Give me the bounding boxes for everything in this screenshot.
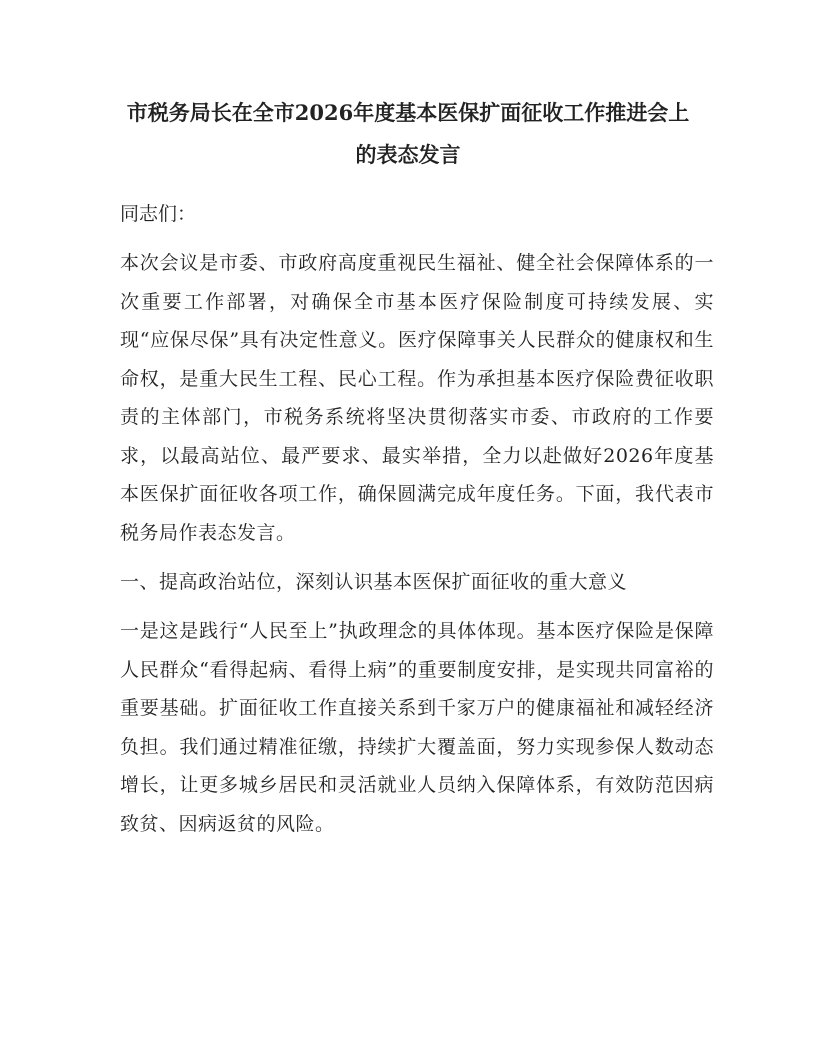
salutation: 同志们： <box>120 203 197 225</box>
paragraph-intro: 本次会议是市委、市政府高度重视民生福祉、健全社会保障体系的一次重要工作部署，对确保全市基本医疗保险制度可持续发展、实现“应保尽保”具有决定性意义。医疗保障事关人民群众的健康权和生命权，是重大民生工程、民心工程。作为承担基本医疗保险费征收职责的主体部门，市税务系统将坚决贯彻落实市委、市政府的工作要求，以最高站位、最严要求、最实举措，全力以赴做好2026年度基本医保扩面征收各项工作，确保圆满完成年度任务。下面，我代表市税务局作表态发言。 <box>120 252 714 544</box>
document-title-line-1: 市税务局长在全市2026年度基本医保扩面征收工作推进会上 <box>126 100 690 125</box>
document-title-line-2: 的表态发言 <box>355 142 461 167</box>
paragraph-point-1: 一是这是践行“人民至上”执政理念的具体体现。基本医疗保险是保障人民群众“看得起病、看得上病”的重要制度安排，是实现共同富裕的重要基础。扩面征收工作直接关系到千家万户的健康福祉和减轻经济负担。我们通过精准征缴，持续扩大覆盖面，努力实现参保人数动态增长，让更多城乡居民和灵活就业人员纳入保障体系，有效防范因病致贫、因病返贫的风险。 <box>120 620 714 835</box>
section-heading-1: 一、提高政治站位，深刻认识基本医保扩面征收的重大意义 <box>120 571 628 593</box>
